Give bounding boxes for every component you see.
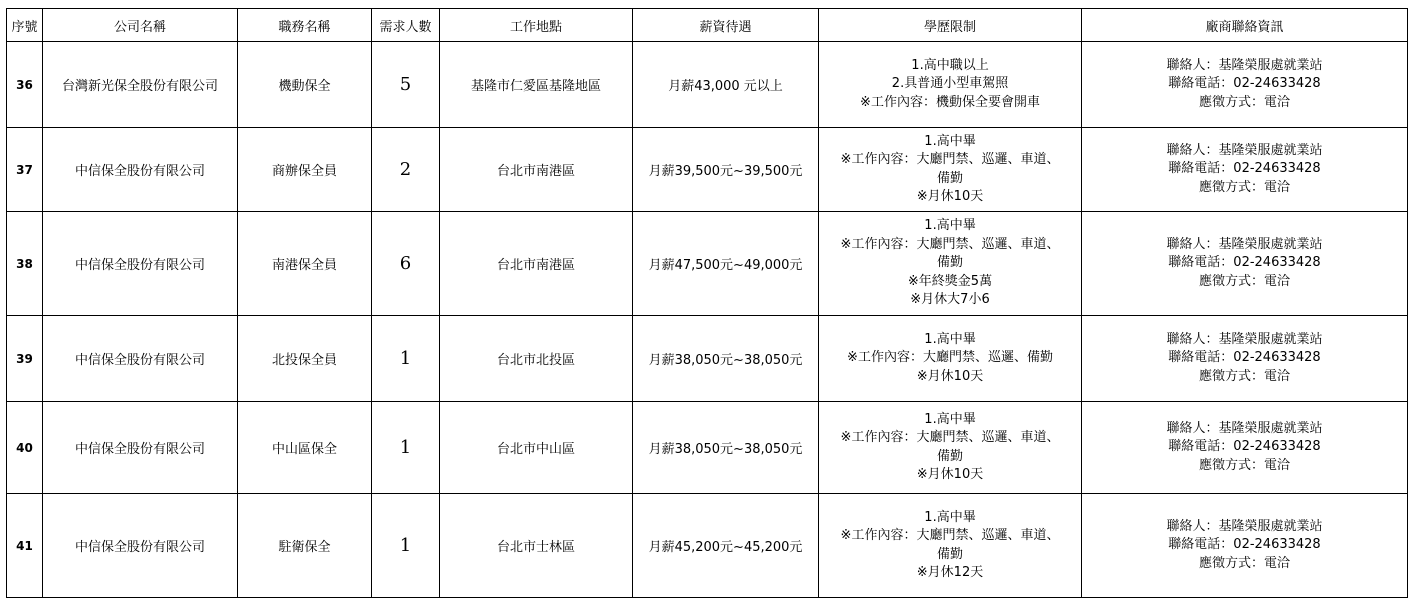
position-cell: 駐衛保全 xyxy=(238,494,372,598)
contact-line: 聯絡電話：02-24633428 xyxy=(1168,350,1321,366)
count-cell: 5 xyxy=(372,42,440,128)
education-notes-cell xyxy=(819,212,1082,316)
note-line: ※月休10天 xyxy=(916,467,984,482)
salary-cell: 月薪39,500元~39,500元 xyxy=(633,128,819,212)
header-location: 工作地點 xyxy=(440,9,633,42)
salary-cell: 月薪47,500元~49,000元 xyxy=(633,212,819,316)
note-line: ※月休10天 xyxy=(916,189,984,204)
contact-line: 聯絡電話：02-24633428 xyxy=(1168,439,1321,455)
company-cell: 中信保全股份有限公司 xyxy=(43,494,238,598)
note-line: ※工作內容：大廳門禁、巡邏、車道、 xyxy=(840,236,1060,252)
job-listings-table xyxy=(6,8,1408,598)
note-line: 備勤 xyxy=(936,255,963,271)
note-line: 1.高中職以上 xyxy=(911,57,989,73)
contact-line: 應徵方式：電洽 xyxy=(1198,368,1290,384)
contact-line: 聯絡電話：02-24633428 xyxy=(1168,76,1321,92)
seq-cell: 39 xyxy=(7,316,43,402)
note-line: 2.具普通小型車駕照 xyxy=(891,76,1009,92)
salary-cell: 月薪45,200元~45,200元 xyxy=(633,494,819,598)
contact-info-cell xyxy=(1082,402,1408,494)
note-line: 1.高中畢 xyxy=(924,411,976,427)
contact-line: 聯絡人：基隆榮服處就業站 xyxy=(1166,331,1323,347)
note-line: ※工作內容：大廳門禁、巡邏、車道、 xyxy=(840,152,1060,167)
note-line: 1.高中畢 xyxy=(924,509,976,525)
contact-line: 聯絡人：基隆榮服處就業站 xyxy=(1166,518,1323,534)
company-cell: 台灣新光保全股份有限公司 xyxy=(43,42,238,128)
note-line: 備勤 xyxy=(936,546,963,562)
header-company: 公司名稱 xyxy=(43,9,238,42)
seq-cell: 40 xyxy=(7,402,43,494)
location-cell: 台北市士林區 xyxy=(440,494,633,598)
contact-info-cell xyxy=(1082,494,1408,598)
count-cell: 6 xyxy=(372,212,440,316)
header-row xyxy=(7,9,1408,42)
contact-line: 應徵方式：電洽 xyxy=(1198,273,1290,289)
location-cell: 台北市南港區 xyxy=(440,212,633,316)
position-cell: 商辦保全員 xyxy=(238,128,372,212)
note-line: ※月休12天 xyxy=(916,565,984,580)
table-row xyxy=(7,402,1408,494)
note-line: ※月休10天 xyxy=(916,368,984,384)
education-notes-cell xyxy=(819,128,1082,212)
salary-cell: 月薪38,050元~38,050元 xyxy=(633,402,819,494)
table-row xyxy=(7,42,1408,128)
note-line: 1.高中畢 xyxy=(924,331,976,347)
contact-line: 應徵方式：電洽 xyxy=(1198,179,1290,195)
contact-line: 聯絡人：基隆榮服處就業站 xyxy=(1166,57,1323,73)
note-line: ※年終獎金5萬 xyxy=(907,273,993,289)
education-notes-cell xyxy=(819,42,1082,128)
contact-line: 聯絡人：基隆榮服處就業站 xyxy=(1166,420,1323,436)
contact-line: 聯絡人：基隆榮服處就業站 xyxy=(1166,236,1323,252)
location-cell: 台北市南港區 xyxy=(440,128,633,212)
note-line: ※工作內容：大廳門禁、巡邏、車道、 xyxy=(840,430,1060,445)
salary-cell: 月薪38,050元~38,050元 xyxy=(633,316,819,402)
contact-info-cell xyxy=(1082,42,1408,128)
position-cell: 中山區保全 xyxy=(238,402,372,494)
note-line: ※工作內容：大廳門禁、巡邏、備勤 xyxy=(847,350,1053,366)
header-count: 需求人數 xyxy=(372,9,440,42)
seq-cell: 36 xyxy=(7,42,43,128)
header-education: 學歷限制 xyxy=(819,9,1082,42)
location-cell: 台北市北投區 xyxy=(440,316,633,402)
position-cell: 機動保全 xyxy=(238,42,372,128)
count-cell: 1 xyxy=(372,494,440,598)
contact-info-cell xyxy=(1082,212,1408,316)
company-cell: 中信保全股份有限公司 xyxy=(43,212,238,316)
header-contact: 廠商聯絡資訊 xyxy=(1082,9,1408,42)
header-position: 職務名稱 xyxy=(238,9,372,42)
header-seq: 序號 xyxy=(7,9,43,42)
note-line: ※月休大7小6 xyxy=(910,292,990,308)
contact-line: 應徵方式：電洽 xyxy=(1198,457,1290,473)
note-line: ※工作內容：大廳門禁、巡邏、車道、 xyxy=(840,528,1060,543)
contact-info-cell xyxy=(1082,128,1408,212)
education-notes-cell xyxy=(819,494,1082,598)
seq-cell: 38 xyxy=(7,212,43,316)
contact-line: 聯絡電話：02-24633428 xyxy=(1168,537,1321,553)
contact-line: 聯絡人：基隆榮服處就業站 xyxy=(1166,142,1323,158)
contact-line: 聯絡電話：02-24633428 xyxy=(1168,161,1321,177)
table-row xyxy=(7,212,1408,316)
table-row xyxy=(7,128,1408,212)
position-cell: 北投保全員 xyxy=(238,316,372,402)
contact-line: 聯絡電話：02-24633428 xyxy=(1168,255,1321,271)
education-notes-cell xyxy=(819,316,1082,402)
count-cell: 2 xyxy=(372,128,440,212)
count-cell: 1 xyxy=(372,402,440,494)
salary-cell: 月薪43,000 元以上 xyxy=(633,42,819,128)
header-salary: 薪資待遇 xyxy=(633,9,819,42)
table-row xyxy=(7,494,1408,598)
seq-cell: 41 xyxy=(7,494,43,598)
seq-cell: 37 xyxy=(7,128,43,212)
company-cell: 中信保全股份有限公司 xyxy=(43,402,238,494)
position-cell: 南港保全員 xyxy=(238,212,372,316)
note-line: 1.高中畢 xyxy=(924,133,976,149)
count-cell: 1 xyxy=(372,316,440,402)
location-cell: 基隆市仁愛區基隆地區 xyxy=(440,42,633,128)
location-cell: 台北市中山區 xyxy=(440,402,633,494)
contact-line: 應徵方式：電洽 xyxy=(1198,94,1290,110)
note-line: 備勤 xyxy=(936,448,963,464)
note-line: ※工作內容：機動保全要會開車 xyxy=(860,94,1040,110)
company-cell: 中信保全股份有限公司 xyxy=(43,316,238,402)
note-line: 1.高中畢 xyxy=(924,218,976,234)
education-notes-cell xyxy=(819,402,1082,494)
contact-line: 應徵方式：電洽 xyxy=(1198,555,1290,571)
note-line: 備勤 xyxy=(936,170,963,186)
table-row xyxy=(7,316,1408,402)
contact-info-cell xyxy=(1082,316,1408,402)
company-cell: 中信保全股份有限公司 xyxy=(43,128,238,212)
